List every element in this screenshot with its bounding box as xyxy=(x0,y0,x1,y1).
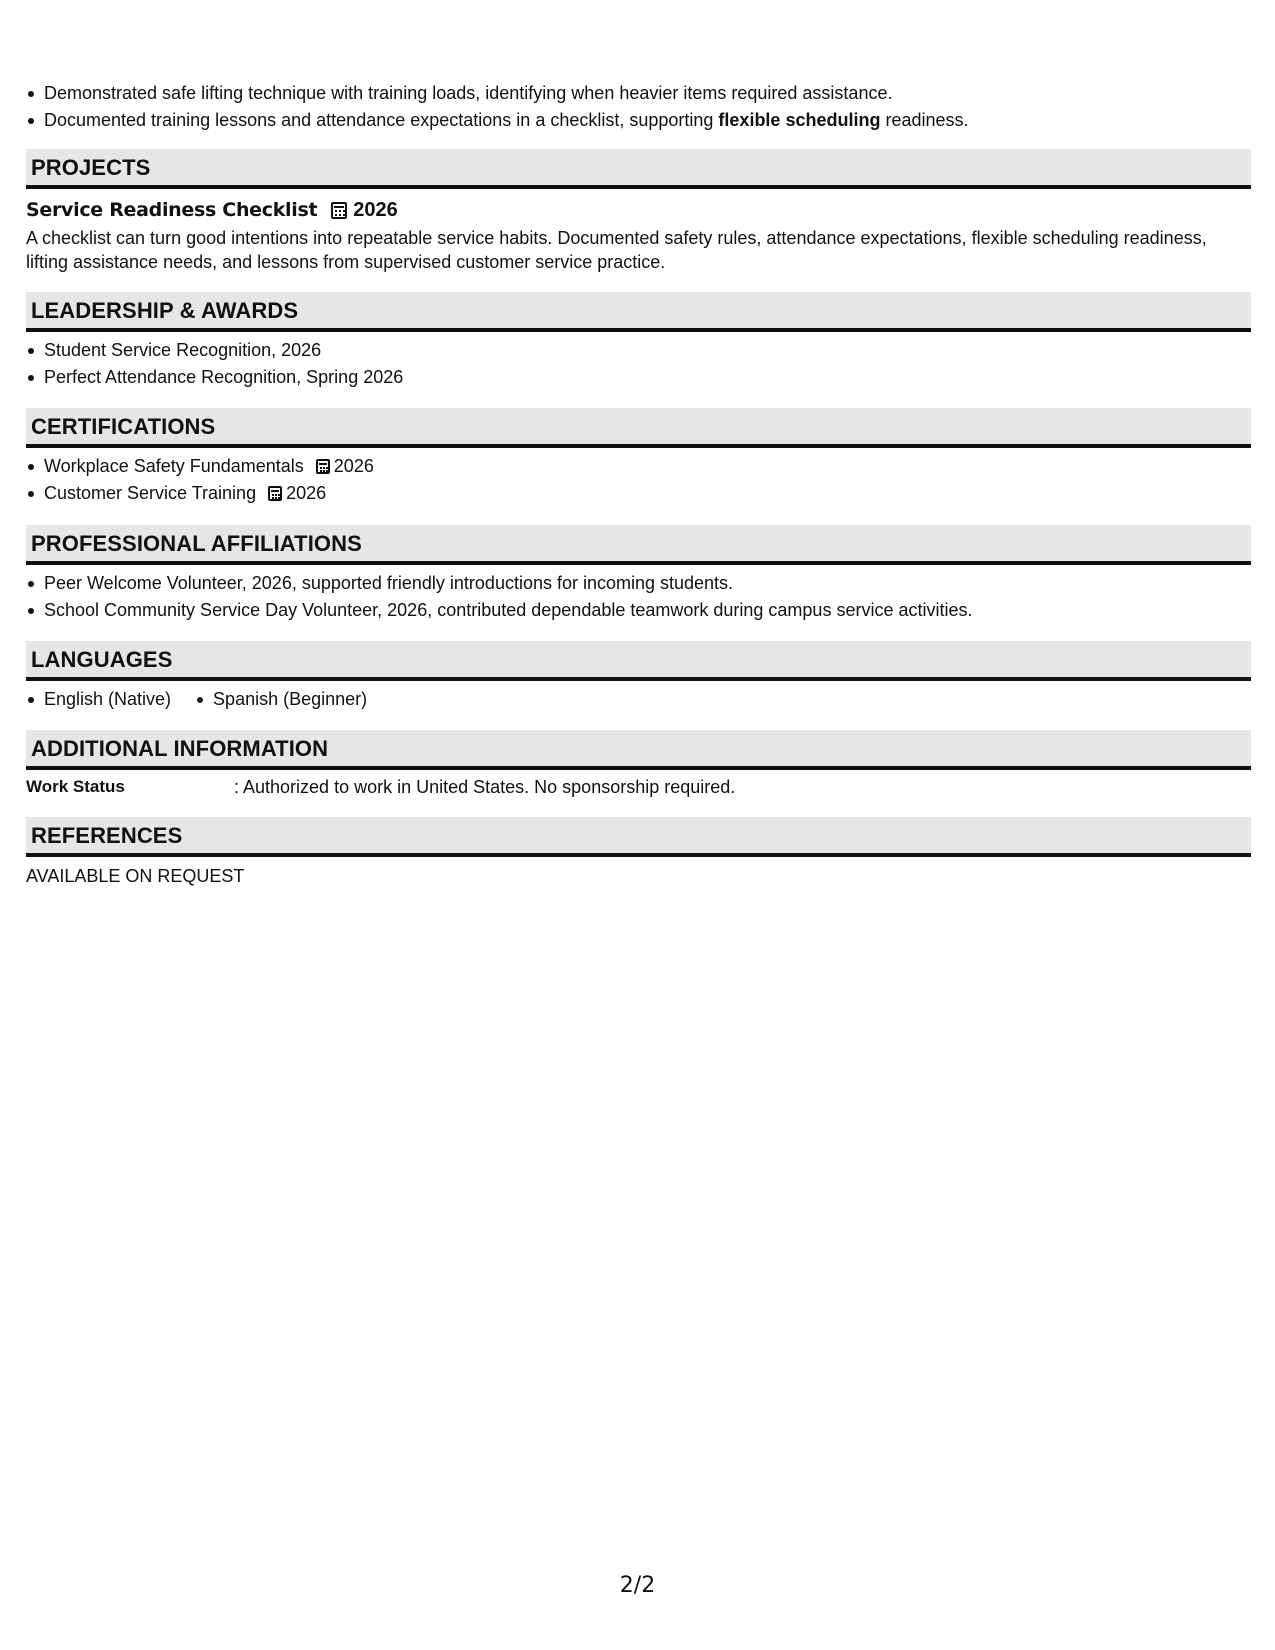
list-item: Student Service Recognition, 2026 xyxy=(26,337,1251,364)
work-status-row xyxy=(26,773,1251,801)
certifications-section xyxy=(26,408,1251,507)
list-item: Spanish (Beginner) xyxy=(195,686,367,713)
list-item: School Community Service Day Volunteer, 2026, contributed dependable teamwork during campus service activities. xyxy=(26,597,1251,624)
references-section xyxy=(26,817,1251,891)
work-status-value: : Authorized to work in United States. No sponsorship required. xyxy=(234,777,736,797)
certifications-list xyxy=(26,453,1251,507)
certification-name: Customer Service Training xyxy=(44,483,257,503)
affiliations-section xyxy=(26,525,1251,624)
list-item: English (Native) xyxy=(26,686,171,713)
calendar-icon xyxy=(268,486,282,501)
section-heading: REFERENCES xyxy=(26,817,1251,857)
certification-year: 2026 xyxy=(333,456,374,476)
experience-bullets xyxy=(26,80,1251,134)
certification-name: Workplace Safety Fundamentals xyxy=(44,456,304,476)
bullet-item: Documented training lessons and attendance expectations in a checklist, supporting flexible scheduling readiness. xyxy=(26,107,1251,134)
calendar-icon xyxy=(331,202,347,219)
work-status-label: Work Status xyxy=(26,777,125,796)
project-description: A checklist can turn good intentions into repeatable service habits. Documented safety rules, attendance expectations, flexible scheduling readiness, lifting assistance needs, and lessons from supervised customer service practice. xyxy=(26,228,1207,272)
languages-list xyxy=(26,686,1251,713)
project-title: Service Readiness Checklist xyxy=(26,199,318,221)
certification-year: 2026 xyxy=(286,483,327,503)
project-title-row xyxy=(26,195,1251,225)
section-heading: CERTIFICATIONS xyxy=(26,408,1251,448)
page-number: 2/2 xyxy=(619,1573,656,1598)
awards-list xyxy=(26,337,1251,391)
affiliations-list xyxy=(26,570,1251,624)
resume-page xyxy=(26,0,1251,1650)
section-heading: ADDITIONAL INFORMATION xyxy=(26,730,1251,770)
list-item xyxy=(26,453,1251,480)
bullet-item: Demonstrated safe lifting technique with training loads, identifying when heavier items required assistance. xyxy=(26,80,1251,107)
section-heading: PROJECTS xyxy=(26,149,1251,189)
list-item: Perfect Attendance Recognition, Spring 2026 xyxy=(26,364,1251,391)
references-text: AVAILABLE ON REQUEST xyxy=(26,866,245,886)
bold-keyword: flexible scheduling xyxy=(718,110,881,130)
projects-section xyxy=(26,149,1251,274)
calendar-icon xyxy=(316,459,330,474)
section-heading: LANGUAGES xyxy=(26,641,1251,681)
list-item xyxy=(26,480,1251,507)
list-item: Peer Welcome Volunteer, 2026, supported friendly introductions for incoming students. xyxy=(26,570,1251,597)
experience-continued xyxy=(26,80,1251,134)
leadership-section xyxy=(26,292,1251,391)
languages-section xyxy=(26,641,1251,713)
additional-info-section xyxy=(26,730,1251,801)
project-year: 2026 xyxy=(353,198,398,221)
section-heading: PROFESSIONAL AFFILIATIONS xyxy=(26,525,1251,565)
section-heading: LEADERSHIP & AWARDS xyxy=(26,292,1251,332)
